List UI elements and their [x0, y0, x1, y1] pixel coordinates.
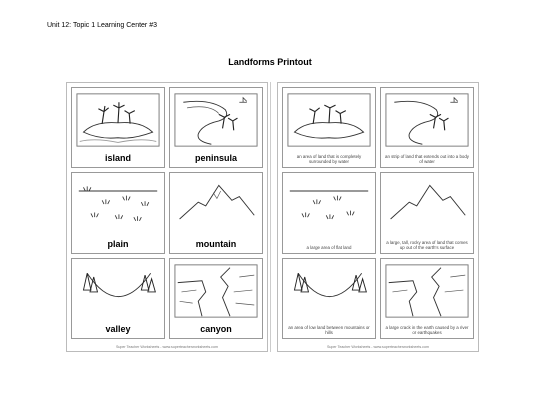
- peninsula-picture-icon: [174, 91, 258, 149]
- card-definition: a large crack in the earth caused by a river or earthquakes: [385, 325, 469, 335]
- card-definition: an area of land that is completely surrounded by water: [296, 154, 362, 165]
- sheet-divider: [270, 82, 271, 352]
- card-definition: a large area of flat land: [306, 244, 352, 250]
- plain-picture-icon: [287, 176, 371, 234]
- sheet-credit: Super Teacher Worksheets - www.superteacherworksheets.com: [116, 345, 218, 349]
- card-valley-definition: [282, 258, 376, 339]
- canyon-picture-icon: [174, 262, 258, 320]
- card-word: valley: [105, 324, 131, 334]
- card-peninsula-definition: [380, 87, 474, 168]
- card-word: island: [104, 153, 131, 164]
- valley-picture-icon: [287, 262, 371, 320]
- definition-cards-sheet: [277, 82, 479, 352]
- card-definition: an strip of land that extends out into a body of water: [385, 154, 469, 165]
- card-canyon-definition: [380, 258, 474, 339]
- card-peninsula: [169, 87, 263, 168]
- page-header: Unit 12: Topic 1 Learning Center #3: [47, 22, 157, 29]
- peninsula-picture-icon: [385, 91, 469, 149]
- mountain-picture-icon: [174, 176, 258, 234]
- canyon-picture-icon: [385, 262, 469, 320]
- plain-picture-icon: [76, 176, 160, 234]
- card-definition: a large, tall, rocky area of land that comes up out of the earth's surface: [386, 239, 468, 250]
- card-mountain: [169, 172, 263, 253]
- sheet-credit: Super Teacher Worksheets - www.superteacherworksheets.com: [327, 345, 429, 349]
- card-island: [71, 87, 165, 168]
- valley-picture-icon: [76, 262, 160, 320]
- card-plain: [71, 172, 165, 253]
- word-cards-sheet: [66, 82, 268, 352]
- island-picture-icon: [287, 91, 371, 149]
- card-plain-definition: [282, 172, 376, 253]
- card-island-definition: [282, 87, 376, 168]
- card-word: mountain: [195, 238, 237, 249]
- island-picture-icon: [76, 91, 160, 149]
- card-word: peninsula: [194, 153, 237, 164]
- card-canyon: [169, 258, 263, 339]
- card-word: canyon: [200, 324, 232, 334]
- card-word: plain: [107, 238, 129, 249]
- page-title: Landforms Printout: [228, 57, 312, 67]
- card-mountain-definition: [380, 172, 474, 253]
- card-valley: [71, 258, 165, 339]
- mountain-picture-icon: [385, 176, 469, 234]
- card-definition: an area of low land between mountains or hills: [288, 325, 370, 335]
